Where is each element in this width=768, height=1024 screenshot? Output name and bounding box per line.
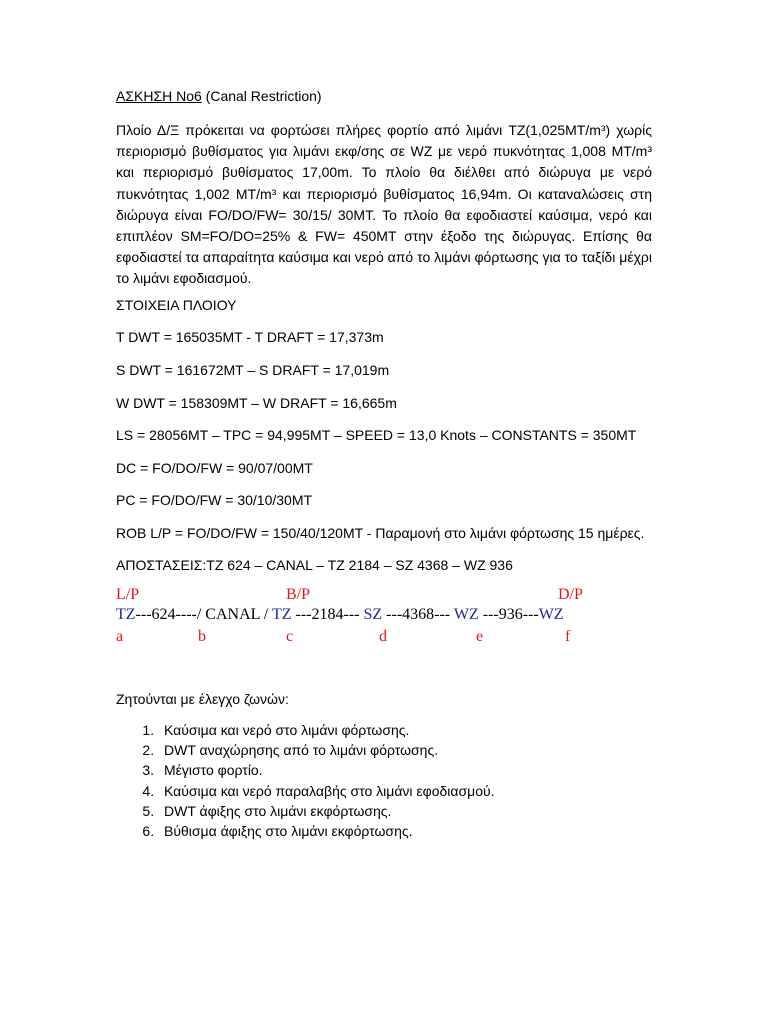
ship-line-dc: DC = FO/DO/FW = 90/07/00MT [116,460,313,476]
port-label-loading: L/P [116,586,140,603]
zone-sz: SZ [363,606,383,623]
exercise-subtitle: (Canal Restriction) [201,88,322,104]
question-item: 6. Βύθισμα άφιξης στο λιμάνι εκφόρτωσης. [158,821,495,841]
problem-statement: Πλοίο Δ/Ξ πρόκειται να φορτώσει πλήρες φορτίο από λιμάνι TZ(1,025MT/m³) χωρίς περιορισμό βυθίσματος για λιμάνι εκφ/σης σε WZ με νερό πυκνότητας 1,008 MT/m³ και περιορισμό βυθίσματος 17,00m. Το πλοίο θα διέλθει από διώρυγα με νερό πυκνότητας 1,002 MT/m³ και περιορισμό βυθίσματος 16,94m. Οι καταναλώσεις στη διώρυγα είναι FO/DO/FW= 30/15/ 30MT. Το πλοίο θα εφοδιαστεί καύσιμα, νερό και επιπλέον SM=FO/DO=25% & FW= 450MT στην έξοδο της διώρυγας. Επίσης θα εφοδιαστεί τα απαραίτητα καύσιμα και νερό από το λιμάνι φόρτωσης για το ταξίδι μέχρι το λιμάνι εφοδιασμού. [116,122,652,287]
route-point-a: a [116,628,124,645]
port-label-bunkering: B/P [286,586,311,603]
route-point-c: c [286,628,294,645]
zone-wz-end: WZ [538,606,564,623]
route-point-b: b [198,628,206,645]
question-item: 2. DWT αναχώρησης από το λιμάνι φόρτωσης. [158,740,495,760]
route-line [116,606,564,624]
questions-intro: Ζητούνται με έλεγχο ζωνών: [116,691,289,707]
ship-line-t-dwt: T DWT = 165035MT - T DRAFT = 17,373m [116,329,384,345]
questions-list [116,720,495,841]
ship-line-rob: ROB L/P = FO/DO/FW = 150/40/120MT - Παραμονή στο λιμάνι φόρτωσης 15 ημέρες. [116,525,645,541]
zone-tz-after-canal: TZ [271,606,292,623]
ship-line-ls: LS = 28056MT – TPC = 94,995MT – SPEED = 13,0 Knots – CONSTANTS = 350MT [116,427,637,443]
question-item: 1. Καύσιμα και νερό στο λιμάνι φόρτωσης. [158,720,495,740]
question-item: 5. DWT άφιξης στο λιμάνι εκφόρτωσης. [158,801,495,821]
route-point-f: f [565,628,571,645]
ship-line-w-dwt: W DWT = 158309MT – W DRAFT = 16,665m [116,395,397,411]
exercise-title [116,88,322,104]
zone-tz-start: TZ [116,606,136,623]
route-segment-4368: ---4368--- [382,606,454,623]
question-item: 4. Καύσιμα και νερό παραλαβής στο λιμάνι εφοδιασμού. [158,781,495,801]
port-label-discharge: D/P [558,586,583,603]
route-segment-canal: ---624----/ CANAL / [135,606,272,623]
route-segment-2184: ---2184--- [291,606,364,623]
route-point-d: d [379,628,387,645]
ship-data-heading: ΣΤΟΙΧΕΙΑ ΠΛΟΙΟΥ [116,297,237,313]
ship-line-s-dwt: S DWT = 161672MT – S DRAFT = 17,019m [116,362,390,378]
distances-line: ΑΠΟΣΤΑΣΕΙΣ:TZ 624 – CANAL – TZ 2184 – SZ 4368 – WZ 936 [116,557,513,573]
route-diagram [116,586,636,648]
question-item: 3. Μέγιστο φορτίο. [158,760,495,780]
ship-line-pc: PC = FO/DO/FW = 30/10/30MT [116,492,313,508]
zone-wz: WZ [453,606,479,623]
route-segment-936: ---936--- [478,606,539,623]
route-point-e: e [476,628,484,645]
exercise-number: ΑΣΚΗΣΗ Νο6 [116,88,202,104]
